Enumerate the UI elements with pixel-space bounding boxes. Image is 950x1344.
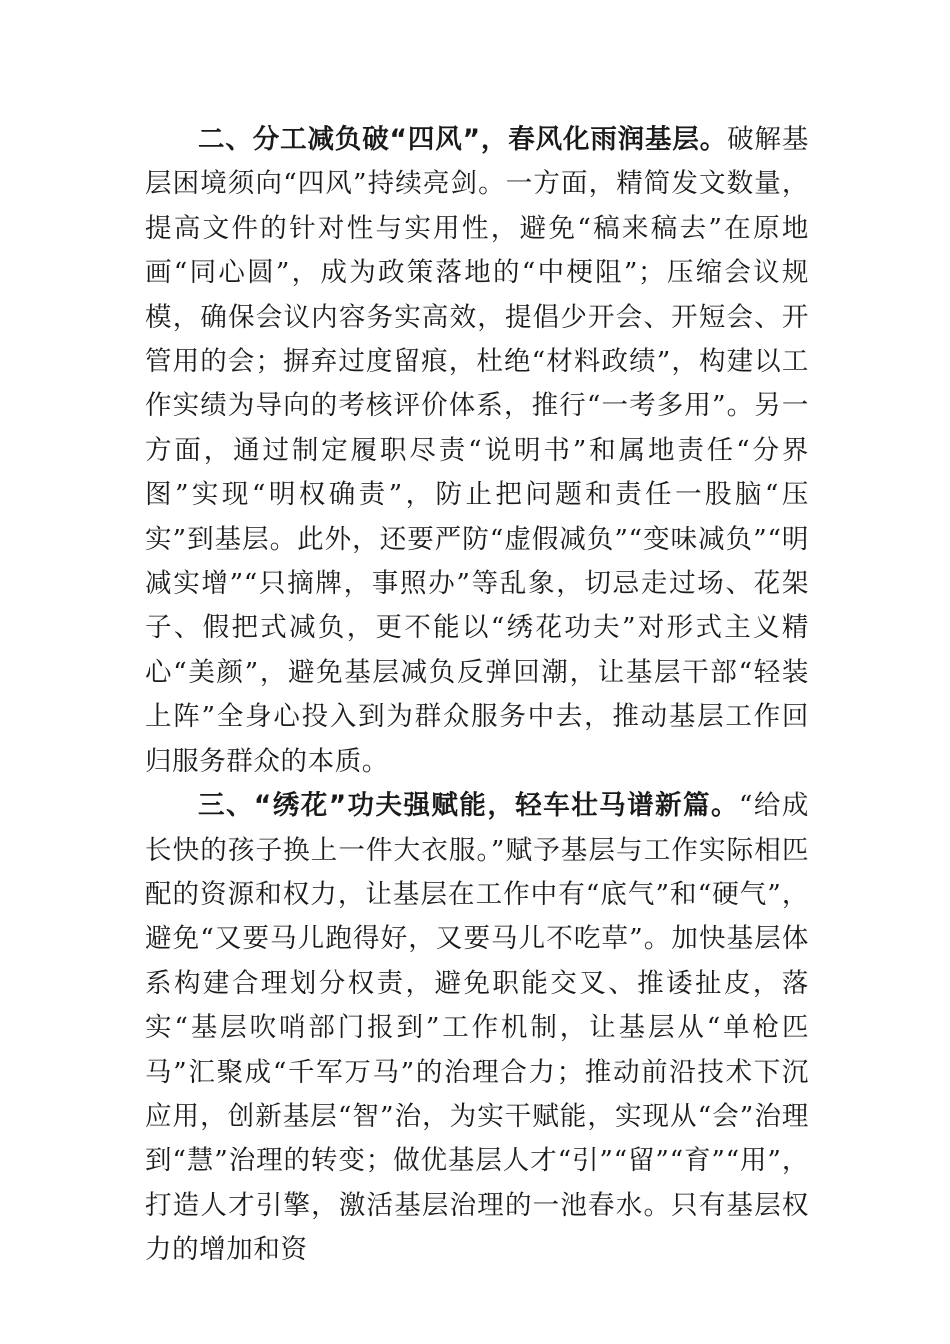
document-body bbox=[145, 118, 809, 1273]
paragraph-section-two bbox=[145, 118, 809, 784]
section-three-body: “给成长快的孩子换上一件大衣服。”赋予基层与工作实际相匹配的资源和权力，让基层在工作中有“底气”和“硬气”，避免“又要马儿跑得好，又要马儿不吃草”。加快基层体系构建合理划分权责，避免职能交叉、推诿扯皮，落实“基层吹哨部门报到”工作机制，让基层从“单枪匹马”汇聚成“千军万马”的治理合力；推动前沿技术下沉应用，创新基层“智”治，为实干赋能，实现从“会”治理到“慧”治理的转变；做优基层人才“引”“留”“育”“用”，打造人才引擎，激活基层治理的一池春水。只有基层权力的增加和资 bbox=[145, 790, 809, 1266]
section-three-heading: 三、“绣花”功夫强赋能，轻车壮马谱新篇。 bbox=[198, 790, 739, 822]
paragraph-section-three bbox=[145, 784, 809, 1272]
section-two-heading: 二、分工减负破“四风”，春风化雨润基层。 bbox=[198, 124, 728, 155]
section-two-body: 破解基层困境须向“四风”持续亮剑。一方面，精简发文数量，提高文件的针对性与实用性，避免“稿来稿去”在原地画“同心圆”，成为政策落地的“中梗阻”；压缩会议规模，确保会议内容务实高效，提倡少开会、开短会、开管用的会；摒弃过度留痕，杜绝“材料政绩”，构建以工作实绩为导向的考核评价体系，推行“一考多用”。另一方面，通过制定履职尽责“说明书”和属地责任“分界图”实现“明权确责”，防止把问题和责任一股脑“压实”到基层。此外，还要严防“虚假减负”“变味减负”“明减实增”“只摘牌，事照办”等乱象，切忌走过场、花架子、假把式减负，更不能以“绣花功夫”对形式主义精心“美颜”，避免基层减负反弹回潮，让基层干部“轻装上阵”全身心投入到为群众服务中去，推动基层工作回归服务群众的本质。 bbox=[145, 124, 809, 777]
